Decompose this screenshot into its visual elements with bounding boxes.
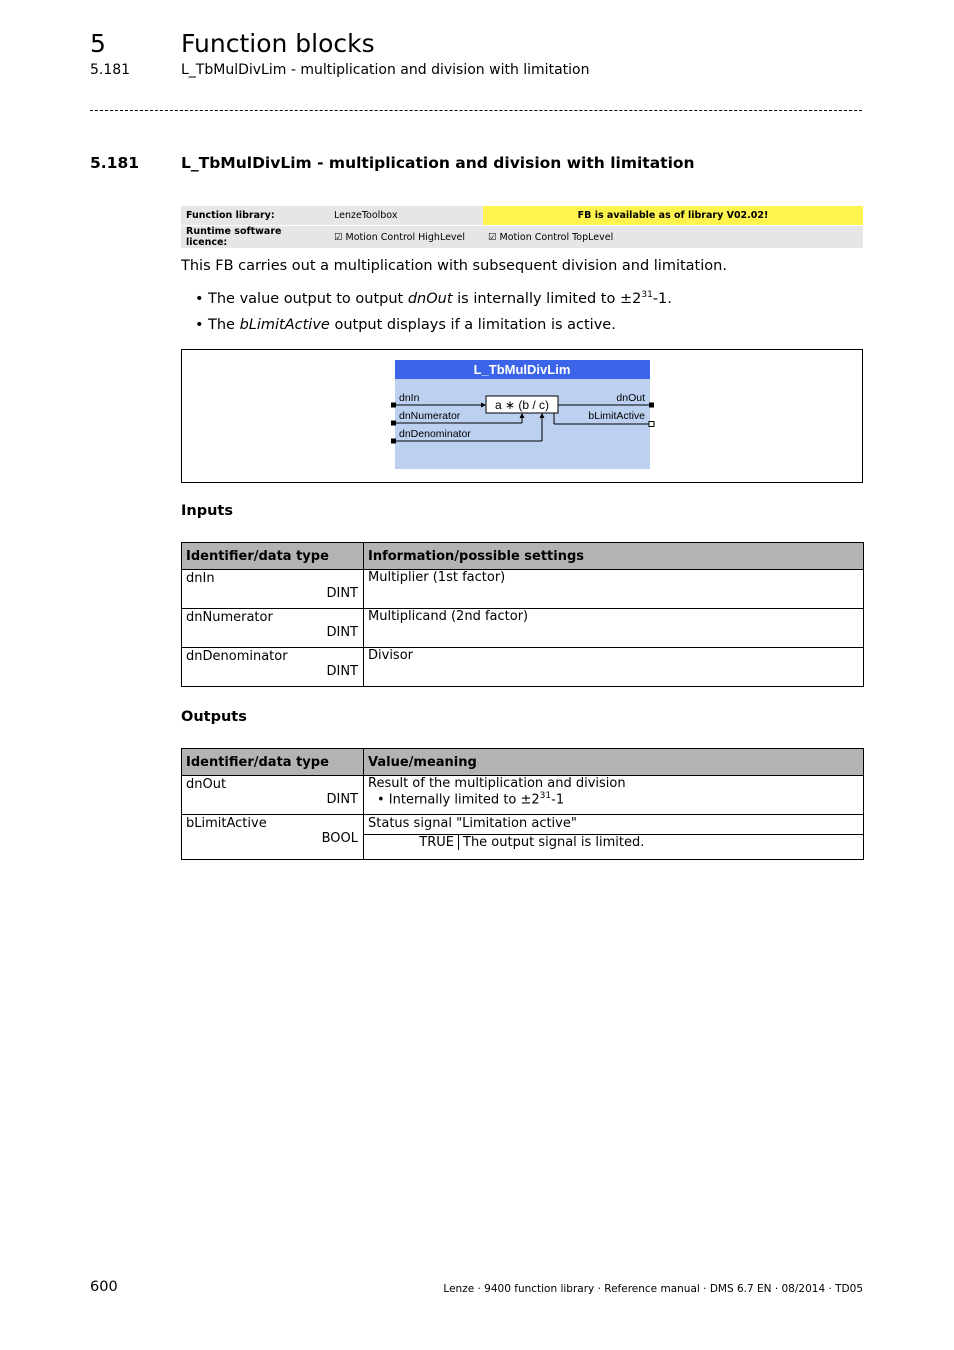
table-row — [182, 609, 864, 648]
intro-text: This FB carries out a multiplication with subsequent division and limitation. — [181, 258, 727, 274]
input-label-dndenominator: dnDenominator — [399, 428, 471, 440]
formula-text: a ∗ (b / c) — [494, 398, 550, 412]
col-identifier: Identifier/data type — [182, 543, 364, 570]
data-type: BOOL — [321, 831, 358, 846]
identifier: dnDenominator — [186, 649, 288, 664]
col-identifier: Identifier/data type — [182, 749, 364, 776]
identifier: dnNumerator — [186, 610, 273, 625]
pin-blimitactive — [649, 422, 654, 427]
bullet-dnout-limit: • The value output to output dnOut is internally limited to $\pm 2^{31}-1$. — [195, 290, 672, 307]
function-block-diagram — [385, 355, 665, 475]
information: Multiplier (1st factor) — [364, 570, 864, 609]
header-divider — [90, 110, 862, 111]
inputs-table — [181, 542, 864, 687]
licence-toplevel: ☑ Motion Control TopLevel — [483, 226, 863, 249]
col-value: Value/meaning — [364, 749, 864, 776]
footer-text: Lenze · 9400 function library · Reference manual · DMS 6.7 EN · 08/2014 · TD05 — [443, 1283, 863, 1295]
page-number: 600 — [90, 1279, 118, 1295]
data-type: DINT — [326, 625, 358, 640]
bullet-blimitactive: • The bLimitActive output displays if a limitation is active. — [195, 317, 616, 333]
output-label-dnout: dnOut — [616, 392, 645, 404]
identifier: bLimitActive — [186, 816, 267, 831]
data-type: DINT — [326, 664, 358, 679]
function-library-label: Function library: — [181, 206, 329, 226]
section-heading: L_TbMulDivLim - multiplication and division with limitation — [181, 154, 695, 172]
value-meaning: Result of the multiplication and division — [368, 776, 626, 791]
pin-dnout — [649, 403, 654, 408]
identifier: dnOut — [186, 777, 227, 792]
data-type: DINT — [326, 792, 358, 807]
input-label-dnin: dnIn — [399, 392, 420, 404]
data-type: DINT — [326, 586, 358, 601]
library-info-table — [181, 206, 863, 249]
input-label-dnnumerator: dnNumerator — [399, 410, 461, 422]
value-meaning: Status signal "Limitation active" — [368, 816, 577, 831]
information: Divisor — [364, 648, 864, 687]
pin-dnnumerator — [391, 421, 396, 426]
block-title: L_TbMulDivLim — [473, 362, 571, 377]
pin-dndenominator — [391, 439, 396, 444]
table-row — [182, 776, 864, 815]
value-key: TRUE — [364, 835, 459, 850]
table-row — [182, 815, 864, 860]
col-information: Information/possible settings — [364, 543, 864, 570]
function-library-value: LenzeToolbox — [329, 206, 483, 226]
licence-highlevel: ☑ Motion Control HighLevel — [329, 226, 483, 249]
limit-note: • Internally limited to $\pm 2^{31}-1$ — [377, 791, 565, 808]
chapter-number: 5 — [90, 29, 106, 58]
outputs-table — [181, 748, 864, 860]
availability-note: FB is available as of library V02.02! — [483, 206, 863, 226]
outputs-heading: Outputs — [181, 709, 247, 725]
section-number: 5.181 — [90, 154, 140, 172]
inputs-heading: Inputs — [181, 503, 233, 519]
chapter-title: Function blocks — [181, 29, 375, 58]
section-number-header: 5.181 — [90, 62, 131, 78]
output-label-blimitactive: bLimitActive — [588, 410, 645, 422]
pin-dnin — [391, 403, 396, 408]
table-header-row — [182, 543, 864, 570]
value-description: The output signal is limited. — [463, 835, 645, 850]
information: Multiplicand (2nd factor) — [364, 609, 864, 648]
value-subrow — [364, 834, 863, 850]
table-row — [182, 570, 864, 609]
licence-label: Runtime software licence: — [181, 226, 329, 249]
table-row — [182, 648, 864, 687]
identifier: dnIn — [186, 571, 215, 586]
section-title-header: L_TbMulDivLim - multiplication and division with limitation — [181, 62, 590, 78]
table-header-row — [182, 749, 864, 776]
